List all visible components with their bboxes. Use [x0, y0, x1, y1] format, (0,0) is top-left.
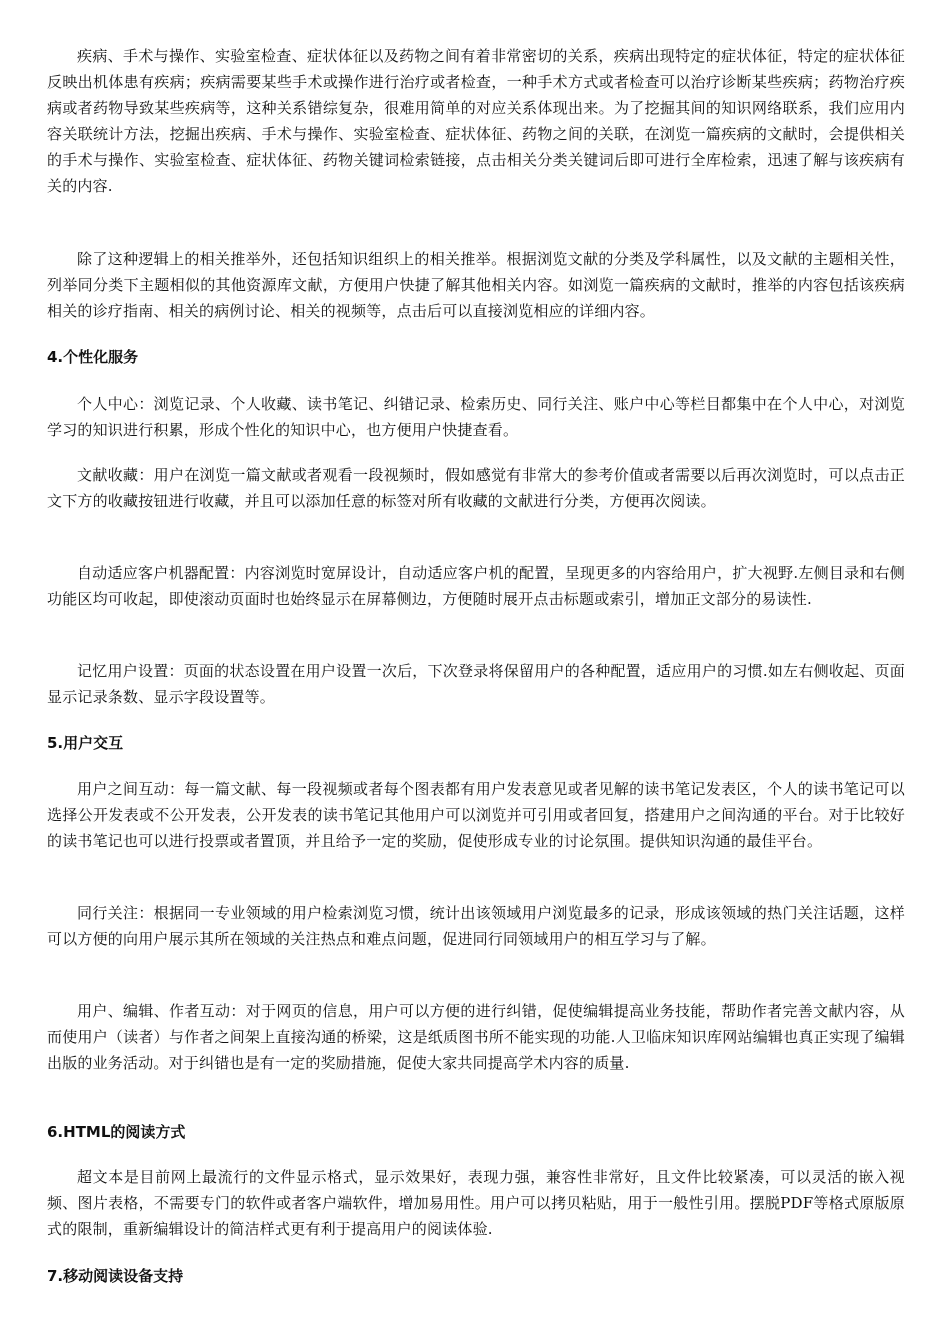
paragraph-hypertext: 超文本是目前网上最流行的文件显示格式，显示效果好，表现力强，兼容性非常好，且文件比较紧凑，可以灵活的嵌入视频、图片表格，不需要专门的软件或者客户端软件，增加易用性。用户可以拷贝粘贴，用于一般性引用。摆脱PDF等格式原版原式的限制，重新编辑设计的简洁样式更有利于提高用户的阅读体验.: [47, 1168, 905, 1238]
paragraph-user-interaction: 用户之间互动：每一篇文献、每一段视频或者每个图表都有用户发表意见或者见解的读书笔记发表区，个人的读书笔记可以选择公开发表或不公开发表，公开发表的读书笔记其他用户可以浏览并可引用或者回复，搭建用户之间沟通的平台。对于比较好的读书笔记也可以进行投票或者置顶，并且给予一定的奖励，促使形成专业的讨论氛围。提供知识沟通的最佳平台。: [47, 780, 905, 850]
heading-html-reading: 6.HTML的阅读方式: [47, 1123, 186, 1141]
paragraph-related-recommendation: 除了这种逻辑上的相关推举外，还包括知识组织上的相关推举。根据浏览文献的分类及学科属性，以及文献的主题相关性，列举同分类下主题相似的其他资源库文献，方便用户快捷了解其他相关内容。如浏览一篇疾病的文献时，推举的内容包括该疾病相关的诊疗指南、相关的病例讨论、相关的视频等，点击后可以直接浏览相应的详细内容。: [47, 250, 905, 320]
paragraph-auto-adapt: 自动适应客户机器配置：内容浏览时宽屏设计，自动适应客户机的配置，呈现更多的内容给用户，扩大视野.左侧目录和右侧功能区均可收起，即使滚动页面时也始终显示在屏幕侧边，方便随时展开点击标题或索引，增加正文部分的易读性.: [47, 564, 905, 608]
paragraph-peer-following: 同行关注：根据同一专业领域的用户检索浏览习惯，统计出该领域用户浏览最多的记录，形成该领域的热门关注话题，这样可以方便的向用户展示其所在领域的关注热点和难点问题，促进同行同领域用户的相互学习与了解。: [47, 904, 905, 948]
paragraph-remember-settings: 记忆用户设置：页面的状态设置在用户设置一次后，下次登录将保留用户的各种配置，适应用户的习惯.如左右侧收起、页面显示记录条数、显示字段设置等。: [47, 662, 905, 706]
heading-personalized-service: 4.个性化服务: [47, 348, 139, 366]
paragraph-user-editor-author: 用户、编辑、作者互动：对于网页的信息，用户可以方便的进行纠错，促使编辑提高业务技能，帮助作者完善文献内容，从而使用户（读者）与作者之间架上直接沟通的桥梁，这是纸质图书所不能实现的功能.人卫临床知识库网站编辑也真正实现了编辑出版的业务活动。对于纠错也是有一定的奖励措施，促使大家共同提高学术内容的质量.: [47, 1002, 905, 1072]
heading-user-interaction: 5.用户交互: [47, 734, 124, 752]
paragraph-document-favorites: 文献收藏：用户在浏览一篇文献或者观看一段视频时，假如感觉有非常大的参考价值或者需要以后再次浏览时，可以点击正文下方的收藏按钮进行收藏，并且可以添加任意的标签对所有收藏的文献进行分类，方便再次阅读。: [47, 466, 905, 510]
paragraph-personal-center: 个人中心：浏览记录、个人收藏、读书笔记、纠错记录、检索历史、同行关注、账户中心等栏目都集中在个人中心，对浏览学习的知识进行积累，形成个性化的知识中心，也方便用户快捷查看。: [47, 395, 905, 439]
heading-mobile-reading: 7.移动阅读设备支持: [47, 1267, 184, 1285]
paragraph-disease-relations: 疾病、手术与操作、实验室检查、症状体征以及药物之间有着非常密切的关系，疾病出现特定的症状体征，特定的症状体征反映出机体患有疾病；疾病需要某些手术或操作进行治疗或者检查，一种手术方式或者检查可以治疗诊断某些疾病；药物治疗疾病或者药物导致某些疾病等，这种关系错综复杂，很难用简单的对应关系体现出来。为了挖掘其间的知识网络联系，我们应用内容关联统计方法，挖掘出疾病、手术与操作、实验室检查、症状体征、药物之间的关联，在浏览一篇疾病的文献时，会提供相关的手术与操作、实验室检查、症状体征、药物关键词检索链接，点击相关分类关键词后即可进行全库检索，迅速了解与该疾病有关的内容.: [47, 47, 905, 195]
